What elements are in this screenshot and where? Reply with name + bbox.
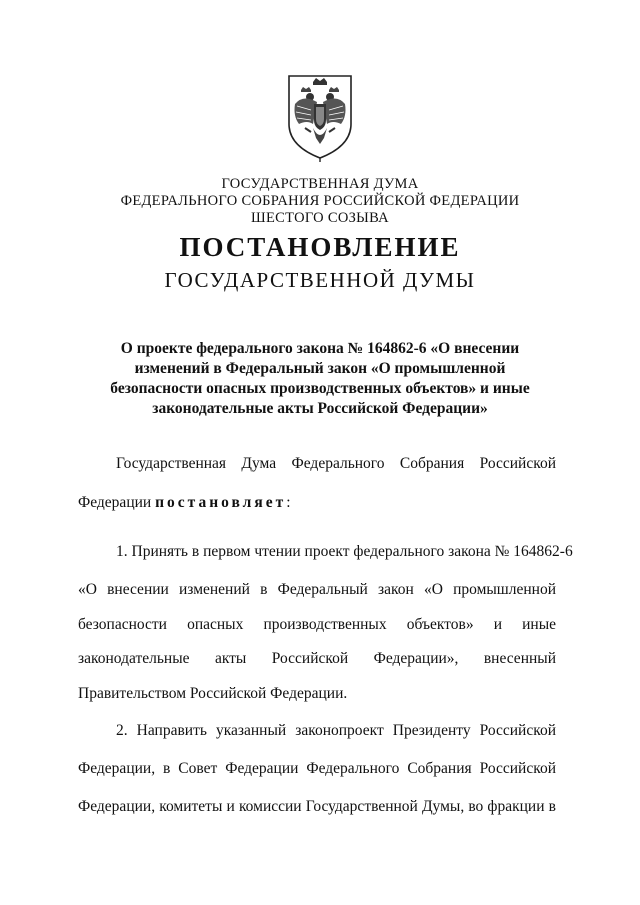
paragraph-1-line: 1. Принять в первом чтении проект федерального закона № 164862-6 bbox=[116, 543, 573, 560]
subject-line: безопасности опасных производственных объектов» и иные bbox=[110, 380, 530, 397]
document-type: ПОСТАНОВЛЕНИЕ bbox=[179, 232, 461, 262]
paragraph-2-line: 2. Направить указанный законопроект Президенту Российской bbox=[116, 722, 556, 739]
decree-word: постановляет bbox=[155, 494, 287, 511]
header-line: ШЕСТОГО СОЗЫВА bbox=[251, 210, 389, 226]
coat-of-arms-icon bbox=[283, 72, 357, 162]
document-issuer: ГОСУДАРСТВЕННОЙ ДУМЫ bbox=[164, 268, 476, 292]
paragraph-1-line: Правительством Российской Федерации. bbox=[78, 685, 348, 702]
issuer-header bbox=[0, 176, 640, 227]
paragraph-2-line: Федерации, комитеты и комиссии Государственной Думы, во фракции в bbox=[78, 798, 556, 815]
subject-line: законодательные акты Российской Федерации» bbox=[152, 400, 488, 417]
header-line: ФЕДЕРАЛЬНОГО СОБРАНИЯ РОССИЙСКОЙ ФЕДЕРАЦИИ bbox=[120, 193, 520, 209]
paragraph-1-line: безопасности опасных производственных объектов» и иные bbox=[78, 616, 556, 633]
preamble-line: Государственная Дума Федерального Собрания Российской bbox=[116, 455, 556, 472]
subject-line: изменений в Федеральный закон «О промышленной bbox=[134, 360, 506, 377]
preamble-colon: : bbox=[286, 494, 291, 511]
header-line: ГОСУДАРСТВЕННАЯ ДУМА bbox=[221, 176, 419, 192]
preamble-text: Федерации bbox=[78, 494, 152, 511]
paragraph-2-line: Федерации, в Совет Федерации Федерального Собрания Российской bbox=[78, 760, 556, 777]
preamble-line bbox=[78, 494, 556, 512]
subject-line: О проекте федерального закона № 164862-6 «О внесении bbox=[120, 340, 520, 357]
paragraph-1-line: «О внесении изменений в Федеральный закон «О промышленной bbox=[78, 581, 556, 598]
paragraph-1-line: законодательные акты Российской Федерации», внесенный bbox=[78, 650, 556, 667]
document-subject bbox=[0, 339, 640, 419]
